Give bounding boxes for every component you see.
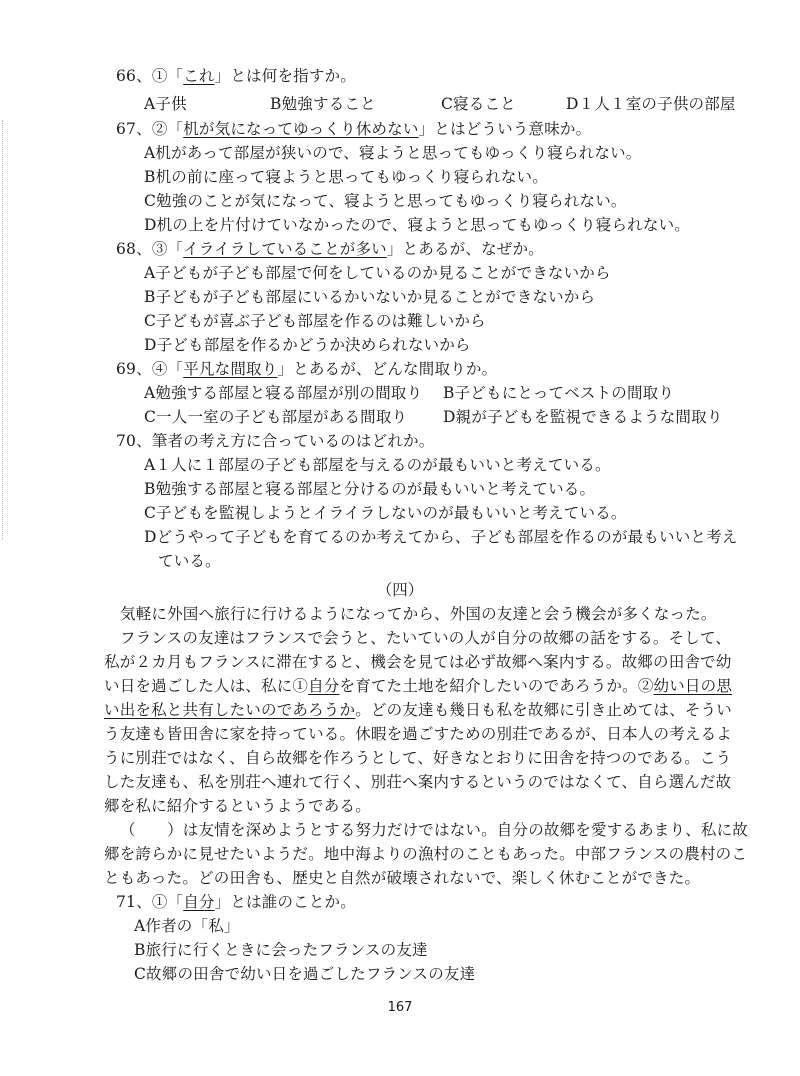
q66-option-b: B勉強すること	[270, 95, 376, 113]
q71-suffix: 」とは誰のことか。	[214, 893, 356, 911]
q67-option-c: C勉強のことが気になって、寝ようと思ってもゆっくり寝られない。	[144, 192, 627, 210]
q70-option-d-line2: ている。	[158, 552, 221, 570]
q67-option-b: B机の前に座って寝ようと思ってもゆっくり寝られない。	[144, 168, 548, 186]
question-67-stem	[116, 119, 591, 139]
q68-option-d: D子ども部屋を作るかどうか決められないから	[144, 336, 471, 354]
question-66-options	[0, 94, 800, 114]
q66-prefix: 66、①「	[116, 67, 184, 85]
q67-prefix: 67、②「	[116, 120, 184, 138]
p2-line3-underlined-jibun: 自分	[308, 677, 340, 695]
q69-option-c: C一人一室の子ども部屋がある間取り	[144, 408, 408, 426]
q66-quote: これ	[183, 67, 215, 85]
q70-option-c: C子どもを監視しようとイライラしないのが最もいいと考えている。	[144, 504, 627, 522]
q66-option-a: A子供	[144, 95, 187, 113]
q69-option-d: D親が子どもを監視できるような間取り	[443, 408, 723, 426]
q68-quote: イライラしていることが多い	[183, 240, 387, 258]
passage-p3-line3: ともあった。どの田舎も、歴史と自然が破壊されないで、楽しく休むことができた。	[104, 869, 701, 887]
p2-line3-underlined-memory: 幼い日の思	[653, 677, 733, 695]
passage-p2-line5: う友達も皆田舎に家を持っている。休暇を過ごすための別荘であるが、日本人の考えるよ	[104, 725, 733, 743]
section-title: （四）	[376, 581, 424, 599]
q71-option-c: C故郷の田舎で幼い日を過ごしたフランスの友達	[134, 965, 476, 983]
q68-prefix: 68、③「	[116, 240, 184, 258]
p2-line3-text-b: を育てた土地を紹介したいのであろうか。②	[339, 677, 654, 695]
q71-option-b: B旅行に行くときに会ったフランスの友達	[134, 941, 428, 959]
p2-line4-text: 。どの友達も幾日も私を故郷に引き止めては、そうい	[355, 701, 733, 719]
passage-p2-line6: うに別荘ではなく、自ら故郷を作ろうとして、好きなとおりに田舎を持つのである。こう	[104, 749, 732, 767]
q70-option-a: A１人に１部屋の子ども部屋を与えるのが最もいいと考えている。	[144, 456, 611, 474]
q66-suffix: 」とは何を指すか。	[214, 67, 356, 85]
p2-line3-text-a: い日を過ごした人は、私に①	[104, 677, 309, 695]
passage-p2-line2: 私が２カ月もフランスに滞在すると、機会を見ては必ず故郷へ案内する。故郷の田舎で幼	[104, 653, 732, 671]
q71-option-a: A作者の「私」	[134, 917, 240, 935]
passage-p2-line4	[104, 700, 732, 720]
q69-prefix: 69、④「	[116, 360, 184, 378]
q66-option-c: C寝ること	[441, 95, 516, 113]
question-70-stem: 70、筆者の考え方に合っているのはどれか。	[116, 432, 435, 450]
q68-option-c: C子どもが喜ぶ子ども部屋を作るのは難しいから	[144, 312, 486, 330]
scan-edge-marks	[2, 120, 4, 540]
question-69-stem	[116, 359, 497, 379]
q68-option-a: A子どもが子ども部屋で何をしているのか見ることができないから	[144, 264, 611, 282]
q71-quote: 自分	[183, 893, 215, 911]
q66-option-d: D１人１室の子供の部屋	[566, 95, 736, 113]
q69-option-a: A勉強する部屋と寝る部屋が別の間取り	[144, 384, 423, 402]
passage-paragraph-1: 気軽に外国へ旅行に行けるようになってから、外国の友達と会う機会が多くなった。	[120, 605, 717, 623]
passage-p2-line3	[104, 676, 732, 696]
passage-p2-line7: した友達も、私を別荘へ連れて行く、別荘へ案内するというのではなくて、自ら選んだ故	[104, 773, 732, 791]
q67-option-d: D机の上を片付けていなかったので、寝ようと思ってもゆっくり寝られない。	[144, 216, 690, 234]
q69-quote: 平凡な間取り	[183, 360, 278, 378]
q71-prefix: 71、①「	[116, 893, 184, 911]
passage-p2-line8: 郷を私に紹介するというようである。	[104, 797, 371, 815]
q70-option-d-line1: Dどうやって子どもを育てるのか考えてから、子ども部屋を作るのが最もいいと考え	[144, 528, 738, 546]
passage-p2-line1: フランスの友達はフランスで会うと、たいていの人が自分の故郷の話をする。そして、	[120, 629, 732, 647]
q67-quote: 机が気になってゆっくり休めない	[183, 120, 419, 138]
q67-suffix: 」とはどういう意味か。	[418, 120, 592, 138]
passage-p3-line1: （ ）は友情を深めようとする努力だけではない。自分の故郷を愛するあまり、私に故	[120, 821, 749, 839]
q67-option-a: A机があって部屋が狭いので、寝ようと思ってもゆっくり寝られない。	[144, 144, 642, 162]
q68-suffix: 」とあるが、なぜか。	[386, 240, 544, 258]
page-number: 167	[387, 1000, 413, 1015]
q68-option-b: B子どもが子ども部屋にいるかいないか見ることができないから	[144, 288, 596, 306]
p2-line4-underlined: い出を私と共有したいのであろうか	[104, 701, 356, 719]
passage-p3-line2: 郷を誇らかに見せたいようだ。地中海よりの漁村のこともあった。中部フランスの農村のこ	[104, 845, 748, 863]
question-68-stem	[116, 239, 544, 259]
q69-suffix: 」とあるが、どんな間取りか。	[277, 360, 498, 378]
question-66-stem	[116, 66, 356, 86]
q69-option-b: B子どもにとってベストの間取り	[443, 384, 675, 402]
q70-option-b: B勉強する部屋と寝る部屋と分けるのが最もいいと考えている。	[144, 480, 596, 498]
question-71-stem	[116, 892, 356, 912]
